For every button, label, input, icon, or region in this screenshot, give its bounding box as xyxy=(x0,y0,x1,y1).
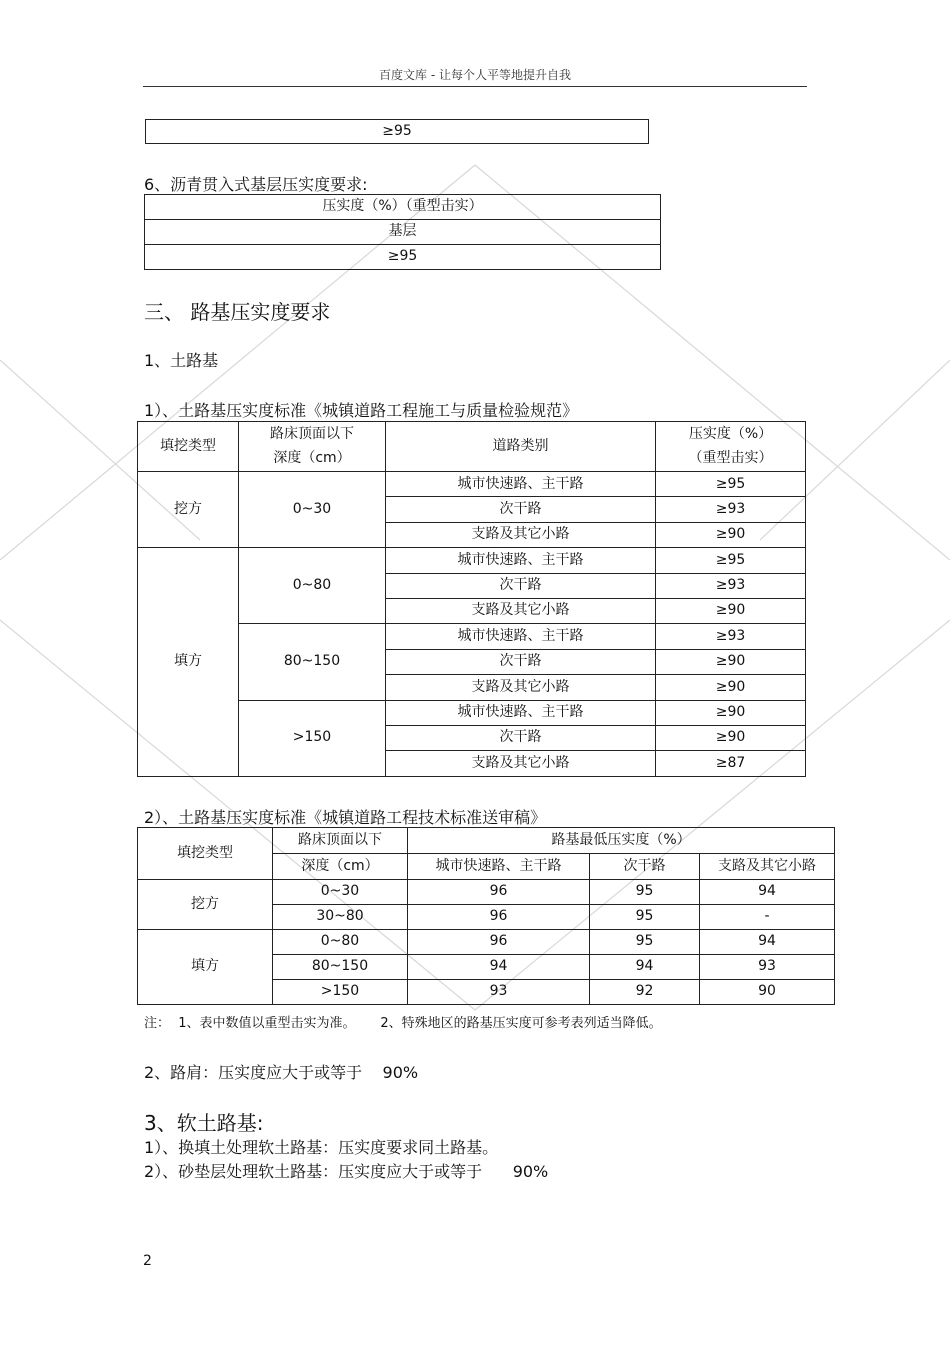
section6-row: 基层 xyxy=(145,220,661,245)
table2-header: 路床顶面以下 xyxy=(273,828,408,854)
table2-cell: 96 xyxy=(408,905,590,930)
table1-depth: 80~150 xyxy=(239,624,386,700)
table1-value: ≥95 xyxy=(656,548,806,573)
table2-cell: 96 xyxy=(408,880,590,905)
table1-road: 次干路 xyxy=(386,649,656,674)
table2-cell: 94 xyxy=(700,930,835,955)
section6-row: 压实度（%）（重型击实） xyxy=(145,195,661,220)
table2-cell: 92 xyxy=(590,980,700,1005)
table2-type: 填方 xyxy=(138,930,273,1005)
table1-road: 城市快速路、主干路 xyxy=(386,548,656,573)
page-header-title: 百度文库 - 让每个人平等地提升自我 xyxy=(379,68,571,82)
table2-depth: 0~30 xyxy=(273,880,408,905)
table2-cell: 94 xyxy=(590,955,700,980)
table1-caption: 1）、土路基压实度标准《城镇道路工程施工与质量检验规范》 xyxy=(144,401,579,420)
table1-header-line: 深度（cm） xyxy=(273,449,351,466)
sub3-line1: 1）、换填土处理软土路基：压实度要求同土路基。 xyxy=(144,1138,499,1157)
table1-depth: 0~80 xyxy=(239,548,386,624)
table1-road: 城市快速路、主干路 xyxy=(386,700,656,725)
table1-type: 挖方 xyxy=(138,472,239,548)
table2-header: 支路及其它小路 xyxy=(700,854,835,880)
top-table xyxy=(145,119,649,144)
table1-value: ≥93 xyxy=(656,573,806,598)
sub2-title: 2、路肩：压实度应大于或等于 90% xyxy=(144,1063,419,1082)
table1 xyxy=(137,421,806,777)
table2-cell: 90 xyxy=(700,980,835,1005)
table1-road: 城市快速路、主干路 xyxy=(386,472,656,497)
table2-depth: 80~150 xyxy=(273,955,408,980)
table2-header: 路基最低压实度（%） xyxy=(408,828,835,854)
table2-cell: 94 xyxy=(408,955,590,980)
table2-header: 城市快速路、主干路 xyxy=(408,854,590,880)
table1-value: ≥90 xyxy=(656,700,806,725)
top-table-value: ≥95 xyxy=(146,120,649,144)
table2-depth: >150 xyxy=(273,980,408,1005)
table2-cell: 96 xyxy=(408,930,590,955)
table2-type: 挖方 xyxy=(138,880,273,930)
table1-header xyxy=(656,422,806,472)
table1-value: ≥93 xyxy=(656,497,806,522)
page-number: 2 xyxy=(143,1253,152,1269)
header-divider xyxy=(143,86,807,87)
table1-header-line: 压实度（%） xyxy=(688,426,773,443)
table2-header: 次干路 xyxy=(590,854,700,880)
table1-value: ≥90 xyxy=(656,675,806,700)
table1-header: 填挖类型 xyxy=(138,422,239,472)
table2-cell: 95 xyxy=(590,930,700,955)
table1-road: 支路及其它小路 xyxy=(386,675,656,700)
table1-depth: 0~30 xyxy=(239,472,386,548)
table1-header: 道路类别 xyxy=(386,422,656,472)
table1-header-line: （重型击实） xyxy=(688,449,773,466)
sub1-title: 1、土路基 xyxy=(144,351,219,370)
table1-depth: >150 xyxy=(239,700,386,776)
table2-depth: 0~80 xyxy=(273,930,408,955)
table1-value: ≥90 xyxy=(656,522,806,547)
table2-cell: 93 xyxy=(700,955,835,980)
table1-type: 填方 xyxy=(138,548,239,777)
table2-cell: 95 xyxy=(590,880,700,905)
table1-header-line: 路床顶面以下 xyxy=(270,426,354,443)
table2-note: 注： 1、表中数值以重型击实为准。 2、特殊地区的路基压实度可参考表列适当降低。 xyxy=(144,1016,662,1031)
table2 xyxy=(137,827,835,1005)
table1-road: 城市快速路、主干路 xyxy=(386,624,656,649)
table1-road: 次干路 xyxy=(386,497,656,522)
table1-road: 支路及其它小路 xyxy=(386,751,656,776)
table2-cell: 95 xyxy=(590,905,700,930)
table1-road: 次干路 xyxy=(386,573,656,598)
table1-value: ≥87 xyxy=(656,751,806,776)
table1-road: 次干路 xyxy=(386,725,656,750)
table1-value: ≥90 xyxy=(656,725,806,750)
sub3-line2: 2）、砂垫层处理软土路基：压实度应大于或等于 90% xyxy=(144,1162,549,1181)
sub3-title: 3、软土路基: xyxy=(144,1111,264,1135)
table1-road: 支路及其它小路 xyxy=(386,522,656,547)
table2-header: 填挖类型 xyxy=(138,828,273,880)
section6-table xyxy=(144,194,661,270)
table1-value: ≥93 xyxy=(656,624,806,649)
table2-header: 深度（cm） xyxy=(273,854,408,880)
table1-value: ≥90 xyxy=(656,598,806,623)
table2-cell: 94 xyxy=(700,880,835,905)
section6-row: ≥95 xyxy=(145,245,661,270)
table1-value: ≥90 xyxy=(656,649,806,674)
table1-value: ≥95 xyxy=(656,472,806,497)
section3-title: 三、 路基压实度要求 xyxy=(144,300,331,324)
section6-title: 6、沥青贯入式基层压实度要求: xyxy=(144,175,368,194)
table1-road: 支路及其它小路 xyxy=(386,598,656,623)
table2-cell: 93 xyxy=(408,980,590,1005)
table2-caption: 2）、土路基压实度标准《城镇道路工程技术标准送审稿》 xyxy=(144,808,547,827)
table1-header xyxy=(239,422,386,472)
table2-cell: - xyxy=(700,905,835,930)
table2-depth: 30~80 xyxy=(273,905,408,930)
